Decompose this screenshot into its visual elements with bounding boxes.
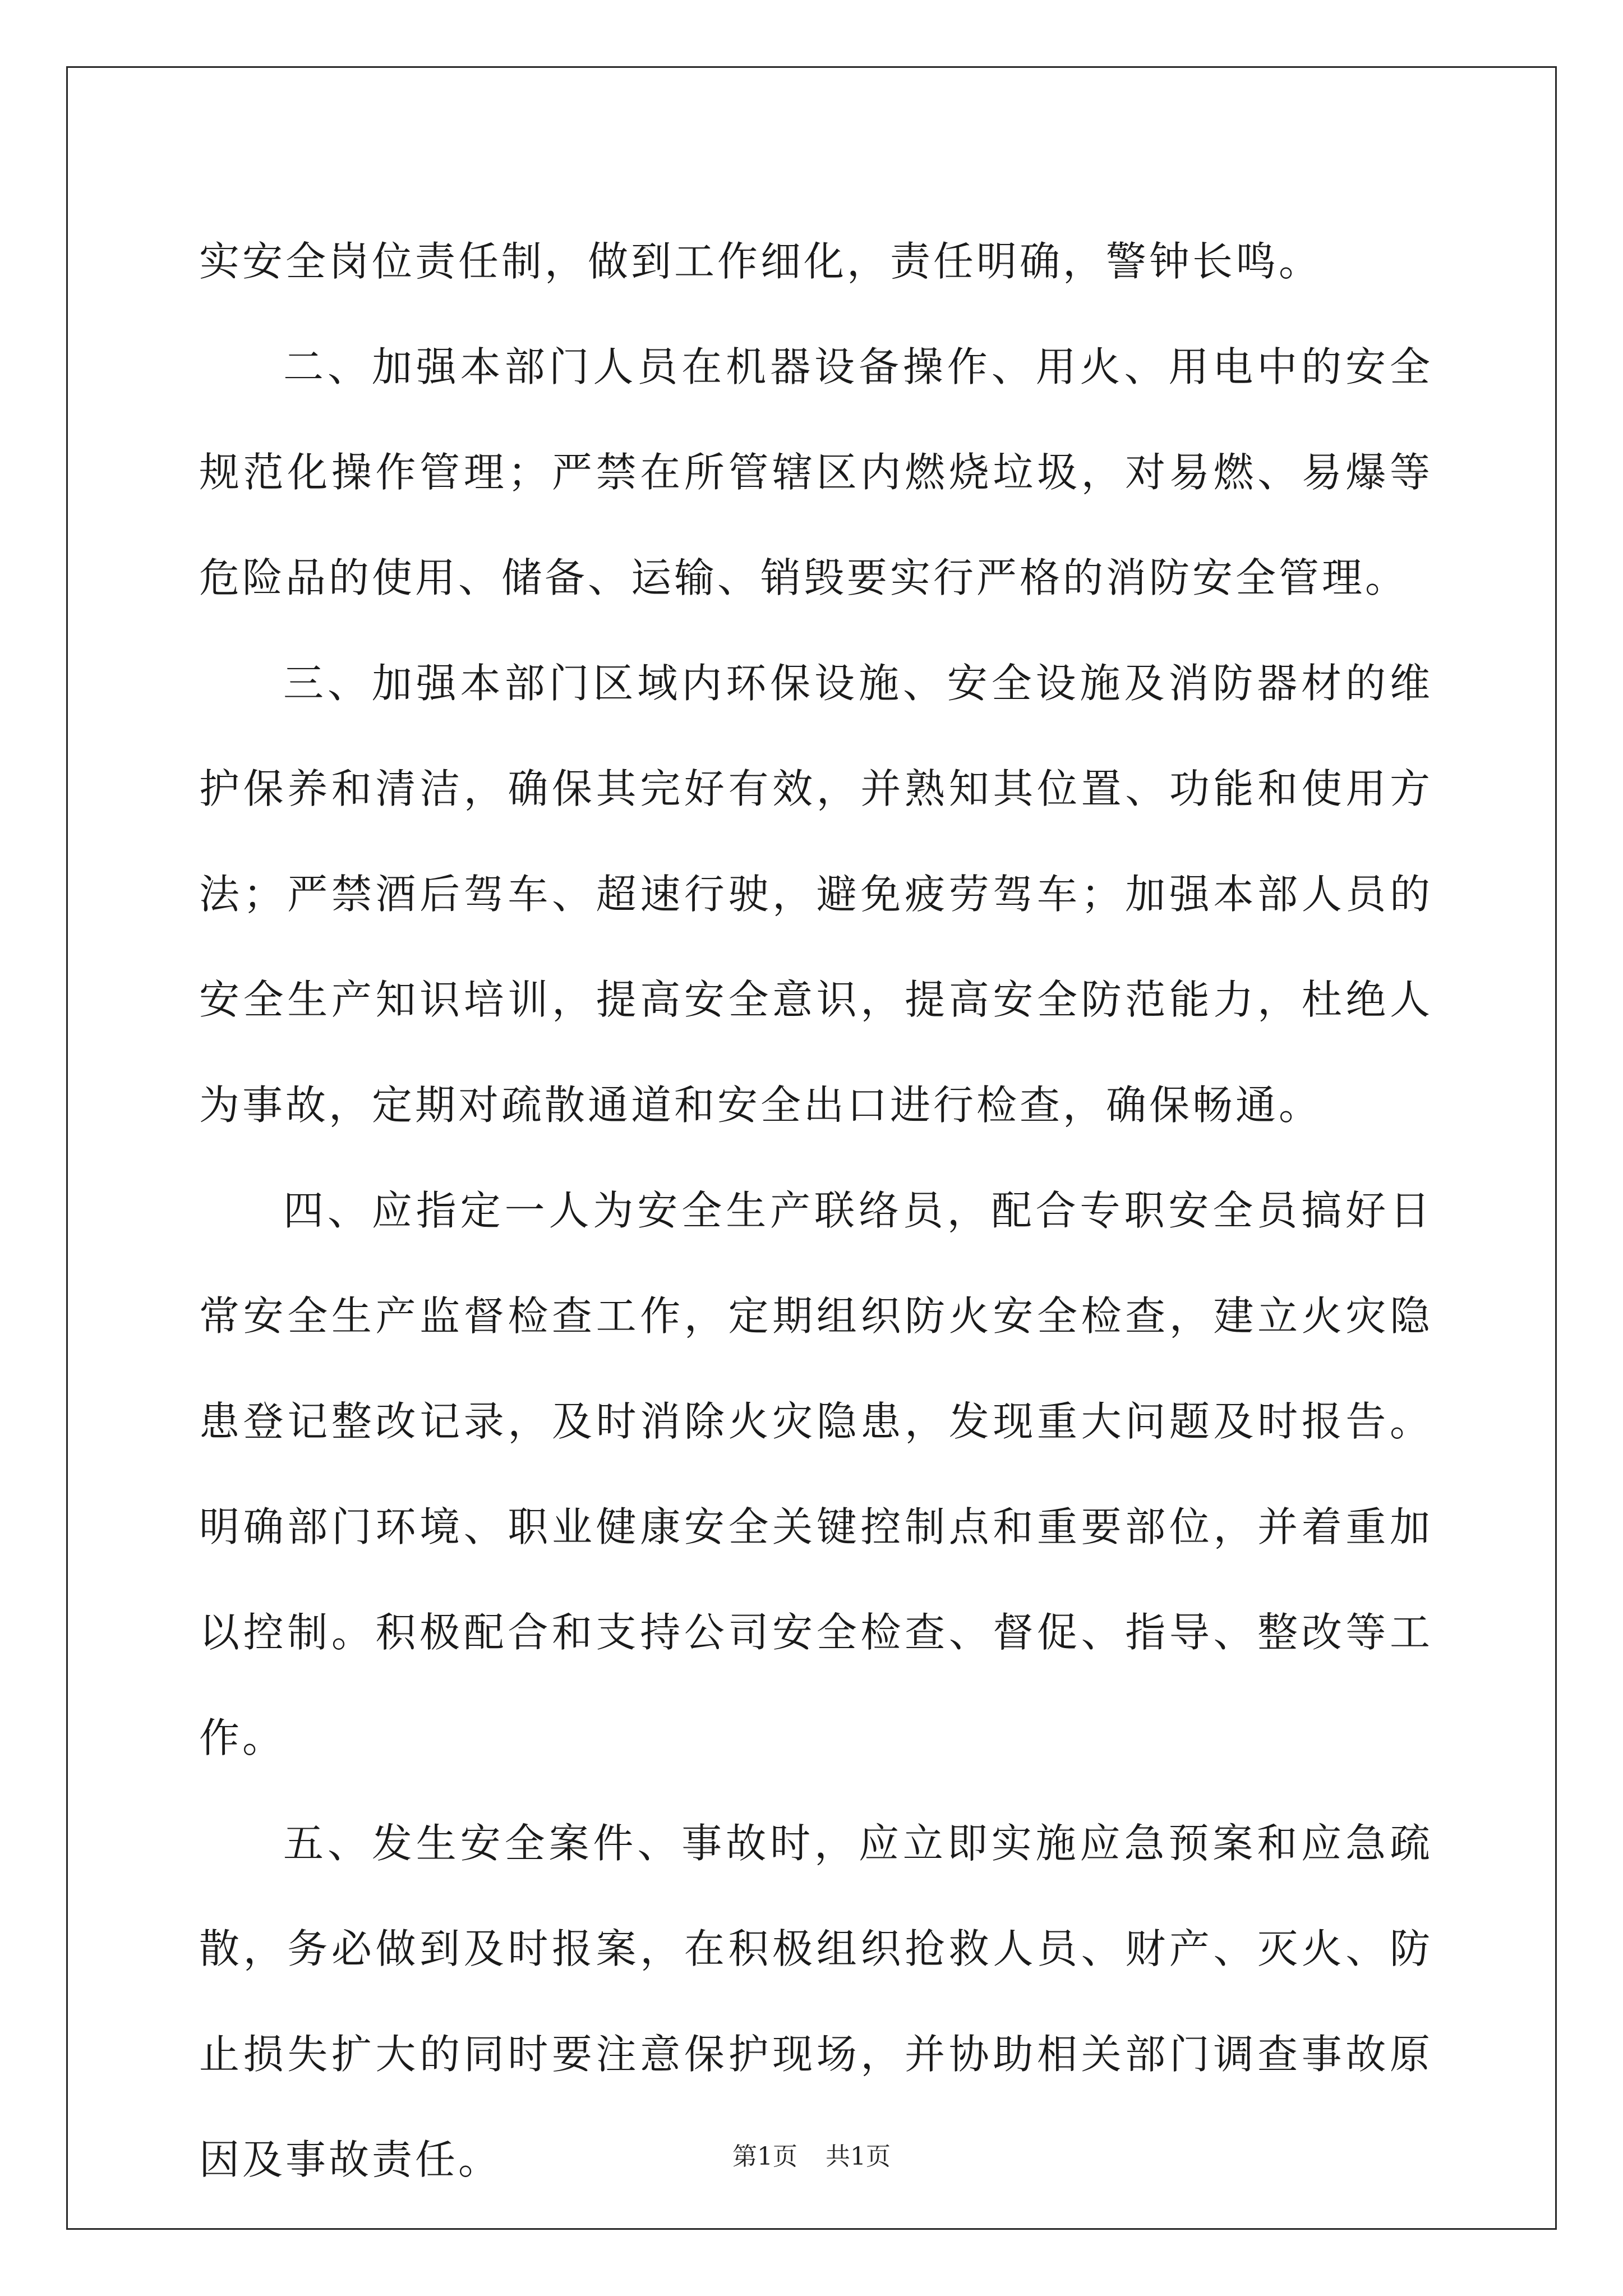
paragraph-continuation: 实安全岗位责任制，做到工作细化，责任明确，警钟长鸣。 xyxy=(199,238,1322,285)
page-number: 第1页 xyxy=(732,2142,797,2171)
page-total: 共1页 xyxy=(826,2142,891,2171)
paragraph-section-3: 三、加强本部门区域内环保设施、安全设施及消防器材的维护保养和清洁，确保其完好有效，并熟知其位置、功能和使用方法；严禁酒后驾车、超速行驶，避免疲劳驾车；加强本部人员的安全生产知识培训，提高安全意识，提高安全防范能力，杜绝人为事故，定期对疏散通道和安全出口进行检查，确保畅通。 xyxy=(199,660,1433,1129)
paragraph-section-2: 二、加强本部门人员在机器设备操作、用火、用电中的安全规范化操作管理；严禁在所管辖区内燃烧垃圾，对易燃、易爆等危险品的使用、储备、运输、销毁要实行严格的消防安全管理。 xyxy=(199,343,1433,601)
document-body xyxy=(199,209,1433,2212)
page-footer xyxy=(0,2140,1623,2174)
paragraph-section-5: 五、发生安全案件、事故时，应立即实施应急预案和应急疏散，务必做到及时报案，在积极组织抢救人员、财产、灭火、防止损失扩大的同时要注意保护现场，并协助相关部门调查事故原因及事故责任。 xyxy=(199,1820,1433,2183)
paragraph-section-4: 四、应指定一人为安全生产联络员，配合专职安全员搞好日常安全生产监督检查工作，定期组织防火安全检查，建立火灾隐患登记整改记录，及时消除火灾隐患，发现重大问题及时报告。明确部门环境、职业健康安全关键控制点和重要部位，并着重加以控制。积极配合和支持公司安全检查、督促、指导、整改等工作。 xyxy=(199,1187,1433,1761)
